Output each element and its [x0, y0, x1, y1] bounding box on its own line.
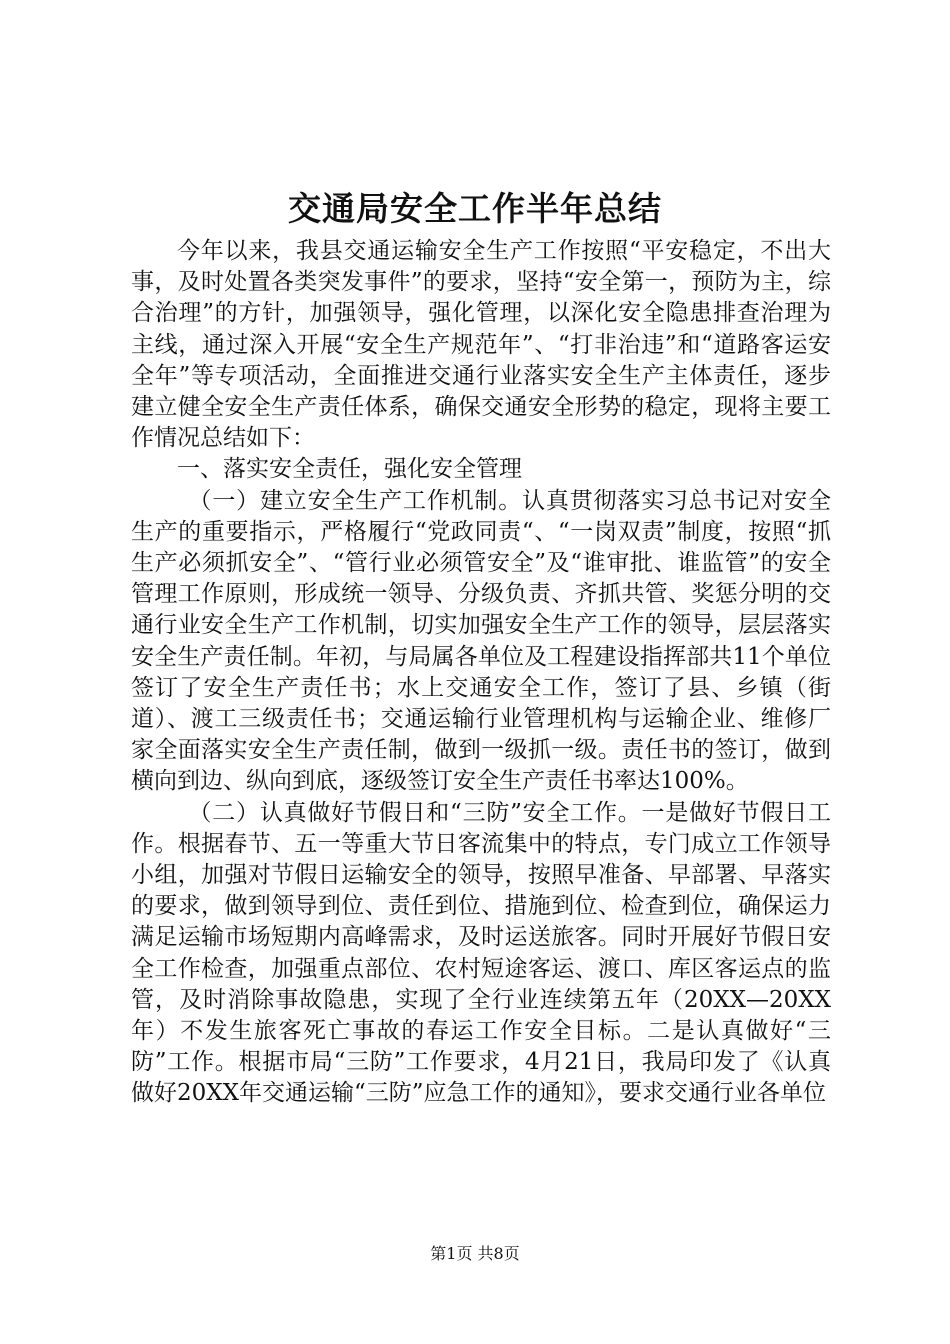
document-title: 交通局安全工作半年总结	[288, 189, 662, 228]
page-footer: 第1页 共8页	[430, 1244, 520, 1263]
section-1-item-1: （一）建立安全生产工作机制。认真贯彻落实习总书记对安全生产的重要指示，严格履行“党政同责“、“一岗双责”制度，按照“抓生产必须抓安全”、“管行业必须管安全”及“谁审批、谁监管”的安全管理工作原则，形成统一领导、分级负责、齐抓共管、奖惩分明的交通行业安全生产工作机制，切实加强安全生产工作的领导，层层落实安全生产责任制。年初，与局属各单位及工程建设指挥部共11个单位签订了安全生产责任书；水上交通安全工作，签订了县、乡镇（街道）、渡工三级责任书；交通运输行业管理机构与运输企业、维修厂家全面落实安全生产责任制，做到一级抓一级。责任书的签订，做到横向到边、纵向到底，逐级签订安全生产责任书率达100%。	[131, 487, 831, 795]
document-body	[131, 236, 831, 1110]
section-1-item-2: （二）认真做好节假日和“三防”安全工作。一是做好节假日工作。根据春节、五一等重大节日客流集中的特点，专门成立工作领导小组，加强对节假日运输安全的领导，按照早准备、早部署、早落实的要求，做到领导到位、责任到位、措施到位、检查到位，确保运力满足运输市场短期内高峰需求，及时运送旅客。同时开展好节假日安全工作检查，加强重点部位、农村短途客运、渡口、库区客运点的监管，及时消除事故隐患，实现了全行业连续第五年（20XX—20XX年）不发生旅客死亡事故的春运工作安全目标。二是认真做好“三防”工作。根据市局“三防”工作要求，4月21日，我局印发了《认真做好20XX年交通运输“三防”应急工作的通知》，要求交通行业各单位	[131, 799, 831, 1107]
intro-paragraph: 今年以来，我县交通运输安全生产工作按照“平安稳定，不出大事，及时处置各类突发事件”的要求，坚持“安全第一，预防为主，综合治理”的方针，加强领导，强化管理，以深化安全隐患排查治理为主线，通过深入开展“安全生产规范年”、“打非治违”和“道路客运安全年”等专项活动，全面推进交通行业落实安全生产主体责任，逐步建立健全安全生产责任体系，确保交通安全形势的稳定，现将主要工作情况总结如下：	[131, 238, 831, 452]
section-heading-1: 一、落实安全责任，强化安全管理	[177, 456, 522, 483]
